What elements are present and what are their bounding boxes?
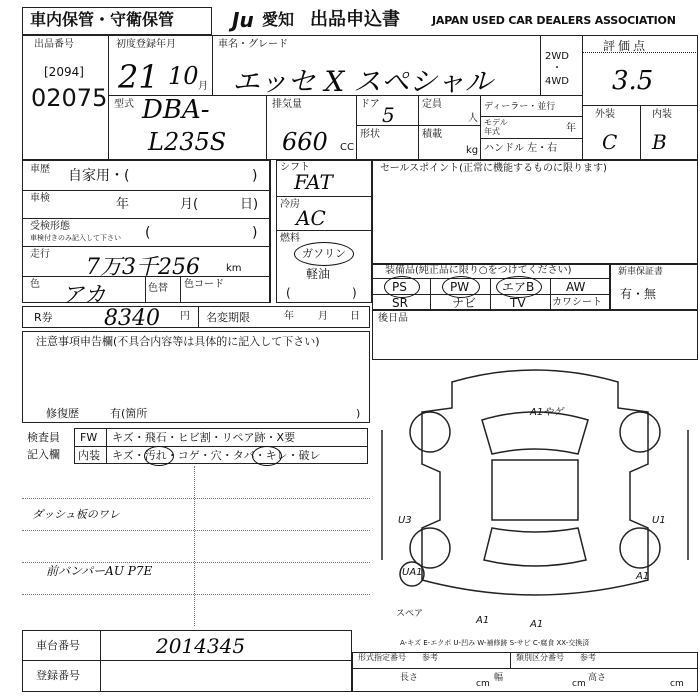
- front-right-wheel: [620, 412, 660, 452]
- cancel-sub: 車検付きのみ記入して下さい: [30, 234, 121, 242]
- mileage-label: 走行: [30, 249, 50, 260]
- notes-grid: [22, 466, 370, 626]
- shape-label: 形状: [360, 129, 380, 140]
- reg-label: 登録番号: [36, 669, 80, 682]
- ext-label: 外装: [595, 109, 615, 120]
- person-unit: 人: [468, 113, 478, 124]
- width-label: 幅: [494, 673, 504, 683]
- int-score: B: [652, 130, 667, 154]
- equip-tv: TV: [510, 296, 526, 310]
- drive-dot: ・: [552, 63, 562, 74]
- damage-bottom-left: A1: [476, 615, 490, 626]
- repair-close: ): [356, 407, 361, 420]
- car-name: エッセ X スペシャル: [232, 65, 493, 98]
- door-label: ドア: [360, 99, 380, 110]
- inspector-int-items: キズ・汚れ・コゲ・穴・タバ・キレ・破レ: [112, 449, 321, 462]
- first-reg-label: 初度登録年月: [116, 39, 176, 50]
- repair-value: 有(箇所: [110, 407, 148, 420]
- fuel-gas-circle: [294, 242, 354, 266]
- rear-right-wheel: [620, 528, 660, 568]
- color-label: 色: [30, 279, 40, 290]
- afterwards-box: [372, 310, 698, 360]
- type-sub: 参考: [422, 653, 438, 662]
- aircon-value: AC: [296, 206, 326, 230]
- shift-label: シフト: [280, 162, 310, 173]
- inspector-fw-items: キズ・飛石・ヒビ割・リペア跡・X要: [112, 431, 296, 444]
- chassis-value: 2014345: [156, 634, 246, 658]
- meigi-month: 月: [318, 311, 328, 322]
- ext-score: C: [602, 130, 618, 154]
- color-change-label: 色替: [148, 283, 168, 294]
- kg-unit: kg: [466, 145, 479, 156]
- capacity-label: 定員: [422, 99, 442, 110]
- damage-top: A1やゲ: [530, 407, 564, 418]
- fuel-close: ): [352, 286, 357, 300]
- type-label: 形式指定番号: [358, 653, 406, 662]
- fuel-gas: ガソリン: [302, 247, 346, 260]
- history-value: 自家用・(: [68, 168, 130, 184]
- dealer-label: ディーラー・並行: [484, 102, 556, 112]
- sales-point-label: セールスポイント(正常に機能するものに限ります): [380, 163, 607, 174]
- inspector-label2: 記入欄: [27, 448, 60, 461]
- displacement-label: 排気量: [272, 99, 302, 110]
- equipment-label: 装備品(純正品に限り○をつけてください): [385, 265, 572, 276]
- equip-navi: ナビ: [452, 296, 477, 310]
- meigi-day: 日: [350, 311, 360, 322]
- inspector-int-label: 内装: [78, 449, 100, 462]
- notes-label: 注意事項申告欄(不具合内容等は具体的に記入して下さい): [36, 335, 320, 348]
- recycle-label: R券: [34, 311, 53, 324]
- length-cm: cm: [476, 679, 490, 689]
- note-line2: 前バンパーAU P7E: [46, 564, 153, 578]
- repair-label: 修復歴: [46, 407, 79, 420]
- tobacco-circle: [252, 446, 282, 466]
- meigi-label: 名変期限: [206, 311, 250, 324]
- class-label: 類別区分番号: [516, 653, 564, 662]
- equip-aw: AW: [566, 280, 586, 294]
- inspector-fw-label: FW: [80, 431, 98, 444]
- fuel-open: (: [286, 286, 291, 300]
- windshield: [482, 412, 588, 454]
- lot-label: 出品番号: [34, 39, 74, 50]
- width-cm: cm: [572, 679, 586, 689]
- cancel-label: 受検形態: [30, 221, 70, 232]
- year-unit: 年: [566, 123, 576, 134]
- rear-window: [484, 528, 586, 566]
- first-reg-year: 21: [118, 58, 159, 96]
- front-left-wheel: [410, 412, 450, 452]
- storage-label: 車内保管・守衛保管: [30, 10, 175, 29]
- car-diagram: [372, 360, 698, 622]
- damage-legend: A-キズ E-エクボ U-凹み W-補修跡 S-サビ C-腐食 XX-交換済: [400, 639, 590, 647]
- drive-2wd: 2WD: [545, 51, 569, 62]
- logo-pref: 愛知: [262, 10, 295, 29]
- aircon-label: 冷房: [280, 199, 300, 210]
- lot-number: 02075: [31, 84, 108, 112]
- association-name: JAPAN USED CAR DEALERS ASSOCIATION: [432, 14, 676, 27]
- shaken-month: 月(: [180, 197, 199, 212]
- handle-label: ハンドル 左・右: [484, 143, 558, 154]
- drive-4wd: 4WD: [545, 76, 569, 87]
- equip-pw-circle: [442, 276, 480, 298]
- ju-logo: Ju: [232, 8, 254, 32]
- shaken-year: 年: [116, 197, 130, 212]
- color-code-label: 色コード: [184, 279, 224, 290]
- afterwards-label: 後日品: [378, 313, 408, 324]
- length-label: 長さ: [400, 673, 419, 683]
- score-value: 3.5: [612, 66, 654, 96]
- equip-sr: SR: [392, 296, 408, 310]
- warranty-value: 有・無: [620, 287, 657, 301]
- cc-unit: CC: [340, 142, 354, 153]
- height-cm: cm: [670, 679, 684, 689]
- spare-label: スペア: [396, 609, 424, 619]
- model-line1: DBA-: [142, 95, 210, 125]
- equip-seat: カワシート: [552, 297, 602, 308]
- history-close: ): [252, 168, 258, 184]
- damage-right-lower: A1: [636, 571, 650, 582]
- equip-pw: PW: [450, 280, 470, 294]
- fuel-label: 燃料: [280, 233, 300, 244]
- car-name-label: 車名・グレード: [218, 39, 288, 50]
- equip-ps-circle: [384, 276, 420, 298]
- warranty-label: 新車保証書: [618, 267, 664, 277]
- inspector-label1: 検査員: [27, 431, 60, 444]
- cancel-open: (: [145, 225, 151, 241]
- equip-airbag-circle: [496, 276, 542, 298]
- int-label: 内装: [652, 109, 672, 120]
- fuel-diesel: 軽油: [306, 267, 331, 281]
- meigi-year: 年: [284, 311, 294, 322]
- chassis-label: 車台番号: [36, 639, 80, 652]
- roof: [492, 460, 578, 520]
- score-label: 評価点: [603, 39, 649, 53]
- mileage-unit: km: [226, 263, 242, 274]
- car-outline: [422, 370, 648, 595]
- cancel-close: ): [252, 225, 258, 241]
- shaken-day: 日): [240, 197, 259, 212]
- damage-left-lower: UA1: [402, 567, 423, 578]
- mileage-value: 7万3千256: [86, 255, 200, 280]
- modelyear-label1: モデル: [484, 118, 508, 127]
- doors: 5: [382, 103, 395, 127]
- model-label: 型式: [114, 99, 134, 110]
- history-label: 車歴: [30, 164, 50, 175]
- recycle-value: 8340: [104, 306, 160, 331]
- recycle-yen: 円: [180, 311, 190, 322]
- color-value: アカ: [62, 283, 106, 308]
- form-title: 出品申込書: [310, 9, 400, 30]
- first-reg-month: 10: [168, 62, 199, 90]
- first-reg-month-unit: 月: [198, 81, 208, 92]
- height-label: 高さ: [588, 673, 607, 683]
- lot-bracket: [2094]: [44, 65, 84, 79]
- stain-circle: [144, 446, 174, 466]
- sales-point-box: [372, 160, 698, 264]
- equip-ps: PS: [392, 280, 407, 294]
- damage-right: U1: [652, 515, 666, 526]
- equip-airbag: エアB: [502, 280, 535, 294]
- load-label: 積載: [422, 129, 442, 140]
- shaken-label: 車検: [30, 193, 50, 204]
- displacement: 660: [282, 128, 328, 156]
- shift-value: FAT: [294, 170, 333, 194]
- damage-left: U3: [398, 515, 412, 526]
- class-sub: 参考: [580, 653, 596, 662]
- note-line1: ダッシュ板のワレ: [32, 508, 120, 521]
- modelyear-label2: 年式: [484, 127, 500, 136]
- model-line2: L235S: [148, 128, 227, 156]
- damage-bottom-right: A1: [530, 619, 544, 630]
